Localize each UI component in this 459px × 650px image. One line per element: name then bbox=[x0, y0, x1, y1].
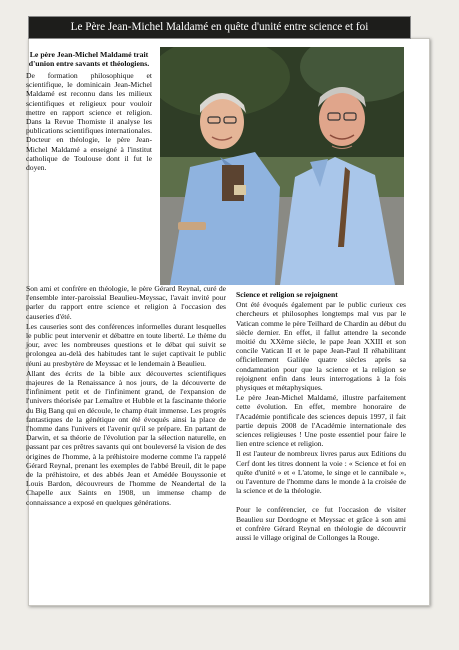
left-column-top bbox=[26, 50, 152, 173]
left-paragraph-3: Allant des écrits de la bible aux découvertes scientifiques majeures de la Renaissance à nos jours, de la découverte de l'infiniment petit et de l'infiniment grand, de l'expansion de l'univers théorisée par Lemaître et Hubble et la fascinante théorie du Big Bang qui en découle, le champ était immense. Les progrès fantastiques de la génétique ont été évoqués ainsi la place de l'homme dans l'univers et l'avenir qu'il se prépare. En partant de Darwin, et sa théorie de l'évolution par la sélection naturelle, en passant par ces prêtres savants qui ont bouleversé la vision de des origines de l'homme, à la préhistoire moderne comme l'a rappelé Gérard Reynal, prenant les exemples de l'abbé Breuil, dit le pape de la préhistoire, et des abbés Jean et Amédée Bouyssonie et Louis Bardon, découvreurs de l'homme de Neandertal de la Chapelle aux Saints en 1908, un immense champ de connaissance a exposé en quelques générations. bbox=[26, 368, 226, 507]
left-paragraph-1: Son ami et confrère en théologie, le père Gérard Reynal, curé de l'ensemble inter-paroissial Beaulieu-Meyssac, l'avait invité pour parler du rapport entre science et religion à l'occasion des causeries d'été. bbox=[26, 284, 226, 321]
left-column-bottom bbox=[26, 284, 226, 508]
right-paragraph-1: Ont été évoqués également par le public curieux ces chercheurs et philosophes longtemps mal vus par le Vatican comme le père Teilhard de Chardin au début du siècle dernier. En effet, il fallut attendre la seconde moitié du XXème siècle, le pape Jean XXIII et son concile Vatican II et le pape Jean-Paul II réhabilitant officiellement Galilée quatre siècles après sa condamnation pour que la science et la religion se rejoignent enfin dans leurs interrogations à la fois physiques et métaphysiques. bbox=[236, 300, 406, 393]
left-column-paragraph: De formation philosophique et scientifique, le dominicain Jean-Michel Maldamé est reconnu dans les milieux scientifiques et religieux pour vouloir mettre en rapport science et religion. Dans la Revue Thomiste il analyse les publications scientifiques internationales. Docteur en théologie, le père Jean-Michel Maldamé a enseigné à l'institut catholique de Toulouse dont il fut le doyen. bbox=[26, 71, 152, 173]
article-title-banner bbox=[28, 16, 411, 39]
right-paragraph-2: Le père Jean-Michel Maldamé, illustre parfaitement cette évolution. En effet, membre honoraire de l'Académie pontificale des sciences depuis 1997, il fait partie depuis 2008 de l'Académie internationale des sciences religieuses ! Une poste essentiel pour faire le lien entre science et religion. bbox=[236, 393, 406, 449]
article-title: Le Père Jean-Michel Maldamé en quête d'unité entre science et foi bbox=[70, 21, 369, 33]
right-paragraph-4: Pour le conférencier, ce fut l'occasion de visiter Beaulieu sur Dordogne et Meyssac et grâce à son ami et confrère Gérard Reynal en théologie de découvrir aussi le village original de Collonges la Rouge. bbox=[236, 505, 406, 543]
left-paragraph-2: Les causeries sont des conférences informelles durant lesquelles le public peut intervenir et débattre en toute liberté. Le thème du jour, avec les nombreuses questions et le débat qui suivit se prolongea au-delà des habitudes tant le sujet captivait le public réuni au presbytère de Meyssac et le lendemain à Beaulieu. bbox=[26, 321, 226, 368]
paragraph-spacer bbox=[236, 496, 406, 505]
left-column-heading: Le père Jean-Michel Maldamé trait d'union entre savants et théologiens. bbox=[28, 50, 150, 68]
portrait-photo-two-priests bbox=[160, 47, 404, 285]
right-paragraph-3: Il est l'auteur de nombreux livres parus aux Editions du Cerf dont les titres donnent la voie : « Science et foi en quête d'unité » et « L'atome, le singe et le cannibale », ou l'aventure de l'homme dans le monde à la croisée de la science et de la théologie. bbox=[236, 449, 406, 496]
right-column-bottom bbox=[236, 290, 406, 543]
photo-illustration bbox=[160, 47, 404, 285]
section-heading: Science et religion se rejoignent bbox=[236, 290, 338, 299]
